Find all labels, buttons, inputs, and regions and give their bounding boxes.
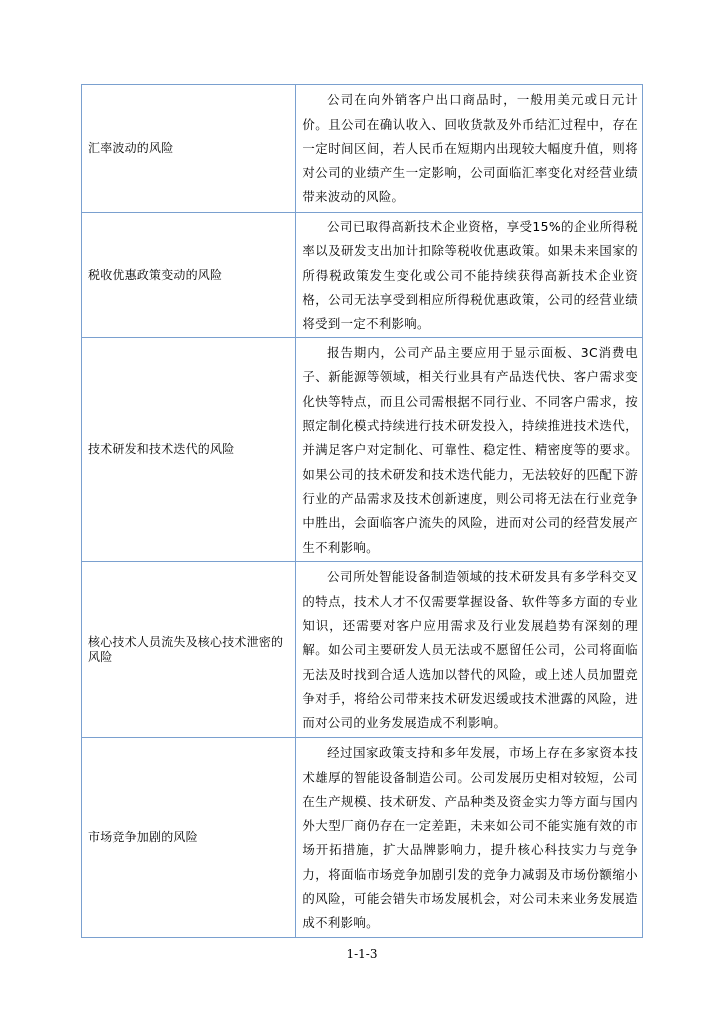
- risk-name-cell: 技术研发和技术迭代的风险: [82, 338, 296, 562]
- risk-name-cell: 税收优惠政策变动的风险: [82, 213, 296, 338]
- risk-name-cell: 市场竞争加剧的风险: [82, 738, 296, 938]
- risk-description-cell: 公司所处智能设备制造领域的技术研发具有多学科交叉的特点，技术人才不仅需要掌握设备、软件等多方面的专业知识，还需要对客户应用需求及行业发展趋势有深刻的理解。如公司主要研发人员无法或不愿留任公司，公司将面临无法及时找到合适人选加以替代的风险，或上述人员加盟竞争对手，将给公司带来技术研发迟缓或技术泄露的风险，进而对公司的业务发展造成不利影响。: [296, 562, 643, 738]
- risk-name-cell: 汇率波动的风险: [82, 85, 296, 213]
- table-row: [82, 562, 643, 738]
- table-row: [82, 738, 643, 938]
- page-number: 1-1-3: [346, 947, 378, 961]
- risk-description-cell: 公司在向外销客户出口商品时，一般用美元或日元计价。且公司在确认收入、回收货款及外币结汇过程中，存在一定时间区间，若人民币在短期内出现较大幅度升值，则将对公司的业绩产生一定影响，公司面临汇率变化对经营业绩带来波动的风险。: [296, 85, 643, 213]
- risk-factors-table: [81, 84, 643, 938]
- risk-description-cell: 经过国家政策支持和多年发展，市场上存在多家资本技术雄厚的智能设备制造公司。公司发展历史相对较短，公司在生产规模、技术研发、产品种类及资金实力等方面与国内外大型厂商仍存在一定差距，未来如公司不能实施有效的市场开拓措施，扩大品牌影响力，提升核心科技实力与竞争力，将面临市场竞争加剧引发的竞争力减弱及市场份额缩小的风险，可能会错失市场发展机会，对公司未来业务发展造成不利影响。: [296, 738, 643, 938]
- risk-description-cell: 公司已取得高新技术企业资格，享受15%的企业所得税率以及研发支出加计扣除等税收优惠政策。如果未来国家的所得税政策发生变化或公司不能持续获得高新技术企业资格，公司无法享受到相应所得税优惠政策，公司的经营业绩将受到一定不利影响。: [296, 213, 643, 338]
- table-row: [82, 338, 643, 562]
- risk-name-cell: 核心技术人员流失及核心技术泄密的风险: [82, 562, 296, 738]
- table-row: [82, 213, 643, 338]
- risk-description-cell: 报告期内，公司产品主要应用于显示面板、3C消费电子、新能源等领域，相关行业具有产品迭代快、客户需求变化快等特点，而且公司需根据不同行业、不同客户需求，按照定制化模式持续进行技术研发投入，持续推进技术迭代，并满足客户对定制化、可靠性、稳定性、精密度等的要求。如果公司的技术研发和技术迭代能力，无法较好的匹配下游行业的产品需求及技术创新速度，则公司将无法在行业竞争中胜出，会面临客户流失的风险，进而对公司的经营发展产生不利影响。: [296, 338, 643, 562]
- table-row: [82, 85, 643, 213]
